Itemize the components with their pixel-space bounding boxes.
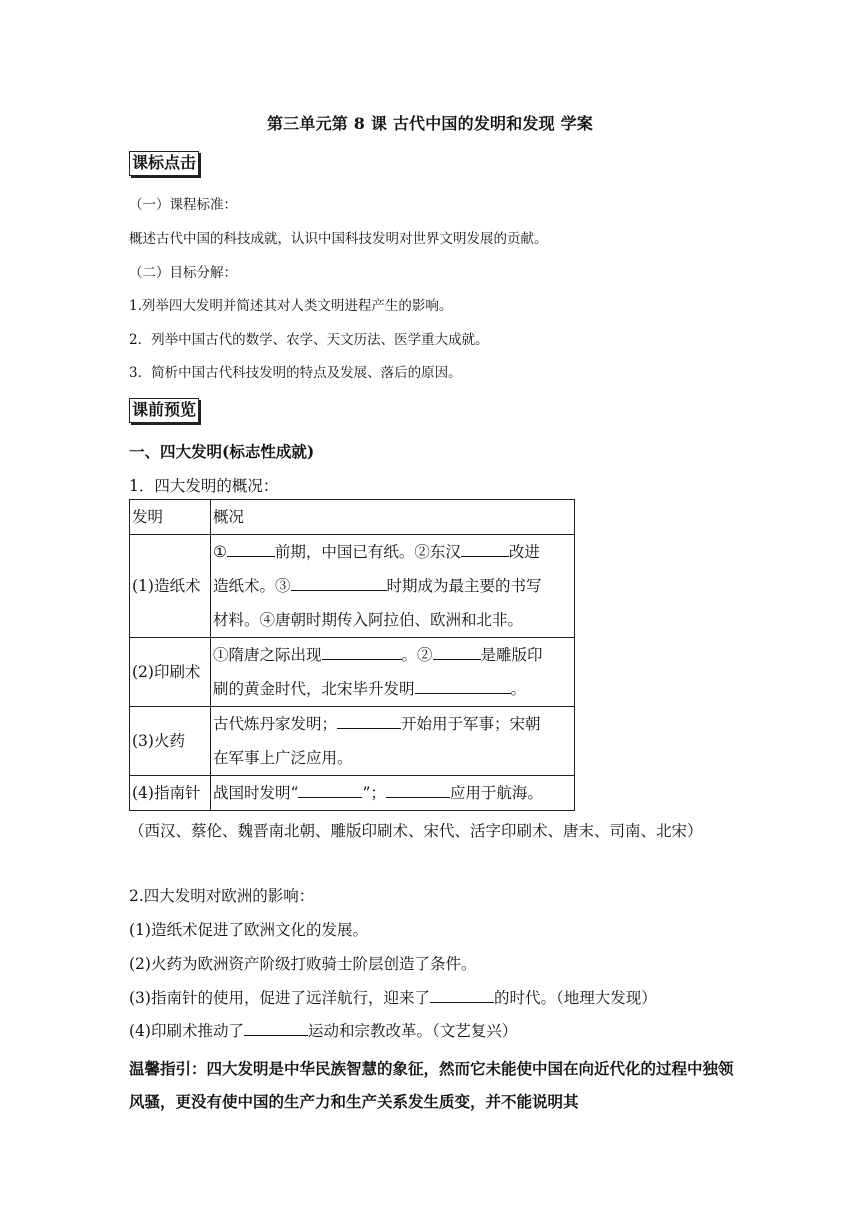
answer-blank[interactable]	[244, 1020, 308, 1037]
overview-line	[213, 535, 574, 569]
invention-name-cell: (3)火药	[130, 707, 211, 776]
standards-label: （一）课程标准：	[129, 197, 237, 213]
goal-item: 3．简析中国古代科技发明的特点及发展、落后的原因。	[129, 365, 462, 381]
table-row	[130, 535, 575, 638]
overview-line	[213, 672, 574, 706]
table-row	[130, 707, 575, 776]
question-2: 2.四大发明对欧洲的影响：	[129, 887, 315, 905]
text-fragment: 应用于航海。	[449, 784, 543, 802]
answer-blank[interactable]	[291, 575, 387, 592]
invention-overview-cell	[211, 776, 575, 811]
answer-blank[interactable]	[415, 678, 511, 695]
overview-line	[213, 569, 574, 603]
answer-blank[interactable]	[227, 541, 275, 558]
section-header-preview: 课前预览	[129, 398, 199, 423]
answer-blank[interactable]	[337, 713, 401, 730]
invention-name-cell: (2)印刷术	[130, 638, 211, 707]
answer-blank[interactable]	[322, 644, 402, 661]
impact-item	[129, 952, 476, 974]
impact-item	[129, 1019, 517, 1041]
question-1: 1．四大发明的概况：	[129, 477, 279, 495]
impact-item	[129, 918, 368, 940]
answer-blank[interactable]	[433, 644, 481, 661]
text-fragment: 开始用于军事；宋朝	[401, 715, 541, 733]
table-row	[130, 776, 575, 811]
text-fragment: 是雕版印	[480, 646, 543, 664]
overview-line	[213, 776, 574, 810]
overview-line	[213, 741, 574, 775]
text-fragment: 古代炼丹家发明；	[213, 715, 338, 733]
text-fragment: 运动和宗教改革。（文艺复兴）	[307, 1022, 518, 1040]
goal-item: 1.列举四大发明并简述其对人类文明进程产生的影响。	[129, 298, 453, 314]
text-fragment: ”；	[362, 784, 386, 802]
overview-line	[213, 707, 574, 741]
text-fragment: (2)火药为欧洲资产阶级打败骑士阶层创造了条件。	[129, 955, 477, 973]
invention-overview-cell	[211, 535, 575, 638]
answer-blank[interactable]	[298, 782, 362, 799]
text-fragment: 战国时发明“	[213, 784, 299, 802]
invention-name-cell: (1)造纸术	[130, 535, 211, 638]
overview-line	[213, 603, 574, 637]
text-fragment: (4)印刷术推动了	[129, 1022, 244, 1040]
page-title: 第三单元第 8 课 古代中国的发明和发现 学案	[266, 114, 593, 133]
header-cell-overview: 概况	[211, 500, 575, 535]
text-fragment: (3)指南针的使用，促进了远洋航行，迎来了	[129, 989, 430, 1007]
text-fragment: ①	[213, 543, 227, 561]
impact-item	[129, 986, 657, 1008]
answer-blank[interactable]	[461, 541, 509, 558]
goal-item: 2．列举中国古代的数学、农学、天文历法、医学重大成就。	[129, 332, 489, 348]
invention-name-cell: (4)指南针	[130, 776, 211, 811]
text-fragment: 前期，中国已有纸。②东汉	[274, 543, 461, 561]
tip-note: 温馨指引：四大发明是中华民族智慧的象征，然而它未能使中国在向近代化的过程中独领风骚，更没有使中国的生产力和生产关系发生质变，并不能说明其	[129, 1059, 734, 1111]
text-fragment: (1)造纸术促进了欧洲文化的发展。	[129, 921, 368, 939]
overview-line	[213, 638, 574, 672]
text-fragment: 改进	[508, 543, 540, 561]
inventions-table	[129, 499, 575, 811]
text-fragment: 。②	[401, 646, 433, 664]
section-header-standards: 课标点击	[129, 151, 199, 176]
part-heading: 一、四大发明(标志性成就)	[129, 442, 315, 461]
text-fragment: 材料。④唐朝时期传入阿拉伯、欧洲和北非。	[213, 611, 524, 629]
text-fragment: 刷的黄金时代，北宋毕升发明	[213, 680, 415, 698]
text-fragment: 造纸术。③	[213, 577, 291, 595]
text-fragment: 时期成为最主要的书写	[386, 577, 542, 595]
text-fragment: 在军事上广泛应用。	[213, 749, 353, 767]
answer-blank[interactable]	[430, 987, 494, 1004]
table-row	[130, 638, 575, 707]
table-header-row	[130, 500, 575, 535]
text-fragment: ①隋唐之际出现	[213, 646, 322, 664]
text-fragment: 的时代。（地理大发现）	[493, 989, 657, 1007]
standards-text: 概述古代中国的科技成就，认识中国科技发明对世界文明发展的贡献。	[129, 231, 548, 247]
header-cell-invention: 发明	[130, 500, 211, 535]
text-fragment: 。	[510, 680, 527, 698]
goals-label: （二）目标分解：	[129, 265, 237, 281]
word-bank: （西汉、蔡伦、魏晋南北朝、雕版印刷术、宋代、活字印刷术、唐末、司南、北宋）	[129, 822, 703, 840]
answer-blank[interactable]	[386, 782, 450, 799]
invention-overview-cell	[211, 707, 575, 776]
invention-overview-cell	[211, 638, 575, 707]
